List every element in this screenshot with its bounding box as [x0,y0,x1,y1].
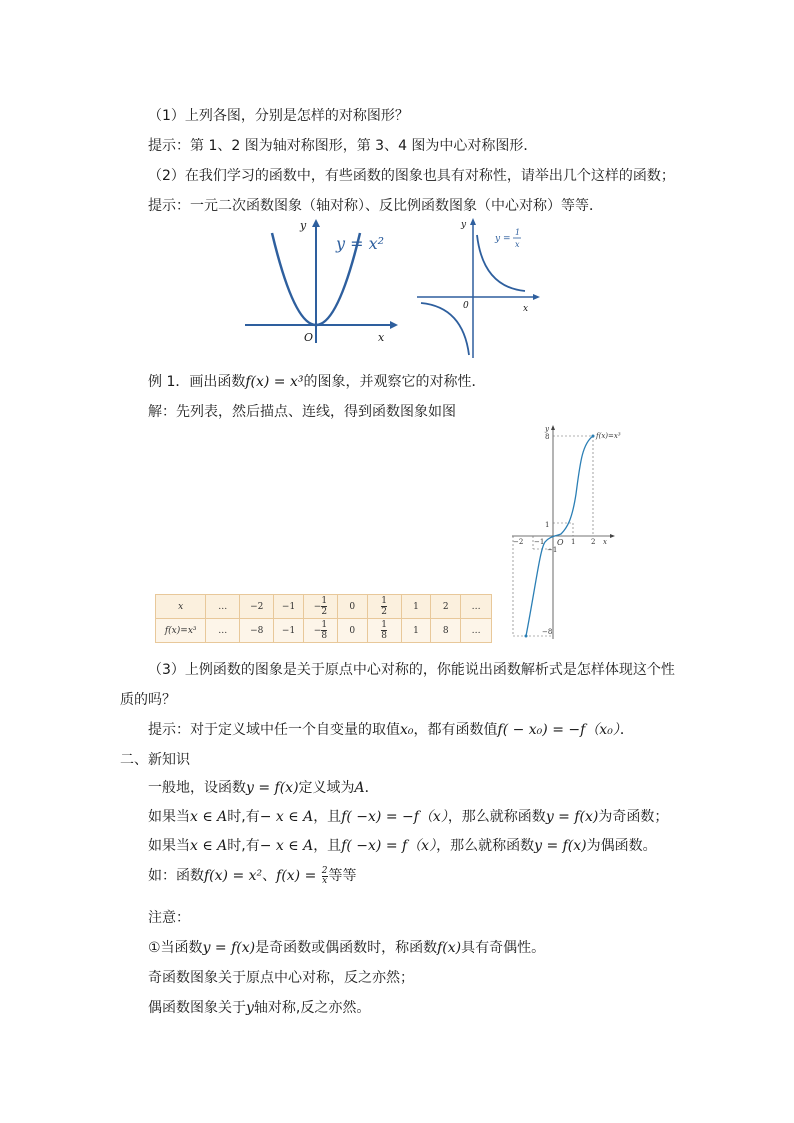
section-2-title: 二、新知识 [120,752,190,768]
table-cell: … [461,595,492,619]
solution-text: 解：先列表，然后描点、连线，得到函数图象如图 [148,404,456,420]
table-header-fx: f(x)=x³ [156,619,206,643]
hint-3-mid: ，都有函数值 [413,722,498,738]
note-1-fx: f(x) [437,940,462,956]
table-row [156,619,492,643]
table-cell-frac [303,595,337,619]
table-cell: … [206,619,240,643]
hint-1: 提示：第 1、2 图为轴对称图形，第 3、4 图为中心对称图形． [148,138,538,154]
fraction [321,596,327,617]
odd-definition [148,807,668,827]
note-1 [148,938,545,958]
fraction-den: 8 [381,631,387,641]
hyperbola-origin: 0 [463,301,469,311]
example-1-function: f(x) = x³ [245,374,304,390]
note-3-end: 轴对称,反之亦然。 [253,1000,371,1016]
fraction-den: 8 [321,631,328,641]
cubic-label: f(x)=x³ [596,432,621,440]
odd-prefix: 如果当 [148,809,190,825]
example-reciprocal-prefix: f(x) = [276,868,321,884]
fraction [381,620,387,641]
question-2: （2）在我们学习的函数中，有些函数的图象也具有对称性，请举出几个这样的函数； [148,168,675,184]
odd-x-in-a: x ∈ A [190,809,228,825]
hint-2: 提示：一元二次函数图象（轴对称）、反比例函数图象（中心对称）等等． [148,198,603,214]
example-1-prefix: 例 1．画出函数 [148,374,246,390]
even-prefix: 如果当 [148,838,190,854]
note-3 [148,998,370,1018]
parabola-label: y = x² [336,234,385,253]
hint-3-prefix: 提示：对于定义域中任一个自变量的取值 [148,722,400,738]
value-table [155,594,492,643]
examples-prefix: 如：函数 [148,868,204,884]
question-1: （1）上列各图，分别是怎样的对称图形？ [148,108,409,124]
hint-3-x0: x₀ [400,722,414,738]
definition-intro: 一般地，设函数y = f(x)定义域为A． [148,780,379,796]
minus-sign: − [313,602,322,612]
example-1 [148,372,486,392]
even-mid1: 时,有 [227,838,260,854]
odd-condition: f( −x) = −f（x） [341,809,448,825]
def-intro-function: y = f(x) [246,780,299,796]
table-cell: 1 [401,619,431,643]
table-cell-frac [367,595,401,619]
even-mid2: ，且 [313,838,342,854]
odd-function: y = f(x) [545,809,599,825]
table-cell: 1 [401,595,431,619]
even-condition: f( −x) = f（x） [341,838,437,854]
parabola-axis-y: y [300,219,307,232]
fraction-num: 2 [321,865,328,876]
table-cell-frac [303,619,337,643]
question-3-line1: （3）上例函数的图象是关于原点中心对称的，你能说出函数解析式是怎样体现这个性 [148,662,675,678]
table-cell: −8 [240,619,274,643]
note-1-mid: 是奇函数或偶函数时，称函数 [255,940,438,956]
note-1-prefix: ①当函数 [148,940,203,956]
def-intro-domain: A [354,780,365,796]
hint-3-end: ． [619,722,634,738]
note-1-end: 具有奇偶性。 [461,940,546,956]
cubic-origin: O [557,538,564,547]
hyperbola-label-den: x [515,240,520,249]
examples-sep: 、 [262,868,277,884]
cubic-tick-neg8: −8 [542,628,553,636]
table-cell: … [206,595,240,619]
hyperbola-graph [413,215,543,360]
table-cell: 2 [431,595,461,619]
hyperbola-label: y = [495,234,511,244]
even-x-in-a: x ∈ A [190,838,228,854]
note-2: 奇函数图象关于原点中心对称，反之亦然； [148,970,414,986]
cubic-graph [512,424,622,644]
fraction-num: 1 [381,620,387,630]
note-3-prefix: 偶函数图象关于 [148,1000,246,1016]
table-cell: 8 [431,619,461,643]
fraction [321,620,327,641]
examples-end: 等等 [328,868,357,884]
hyperbola-axis-y: y [461,220,467,230]
table-cell-frac [367,619,401,643]
hint-3-formula: f( − x₀) = −f（x₀） [497,722,620,738]
odd-neg-x-in-a: − x ∈ A [259,809,314,825]
fraction-num: 1 [381,596,387,606]
fraction-num: 1 [321,596,328,606]
parabola-axis-x: x [378,331,385,344]
cubic-axis-y: y [545,425,549,433]
even-end: 为偶函数。 [586,838,657,854]
cubic-tick-neg1: −1 [547,546,558,554]
note-3-y: y [246,1000,254,1016]
cubic-tick-8: 8 [545,433,550,441]
table-cell: 0 [337,619,367,643]
table-cell: −2 [240,595,274,619]
fraction-num: 1 [321,620,328,630]
note-title: 注意： [148,910,190,926]
hyperbola-axis-x: x [523,304,529,314]
odd-mid2: ，且 [313,809,342,825]
example-square: f(x) = x² [204,868,263,884]
question-3-line2: 质的吗？ [120,692,176,708]
fraction-den: 2 [321,607,328,617]
minus-sign: − [313,626,322,636]
cubic-tick-x-2: 2 [591,538,596,546]
table-cell: 0 [337,595,367,619]
def-intro-text2: 定义域为 [298,780,355,796]
odd-mid1: 时,有 [227,809,260,825]
cubic-tick-1: 1 [545,521,550,529]
table-cell: −1 [274,619,304,643]
fraction-den: x [322,875,328,886]
parabola-origin: O [304,331,314,344]
even-function: y = f(x) [534,838,587,854]
odd-mid3: ，那么就称函数 [447,809,546,825]
table-header-x: x [156,595,206,619]
hyperbola-label-num: 1 [515,228,521,237]
table-cell: −1 [274,595,304,619]
even-neg-x-in-a: − x ∈ A [259,838,314,854]
cubic-tick-x-neg1: −1 [534,538,545,546]
note-1-function: y = f(x) [202,940,256,956]
fraction-den: 2 [381,607,387,617]
table-row [156,595,492,619]
cubic-tick-x-1: 1 [571,538,576,546]
cubic-axis-x: x [603,538,607,546]
even-definition [148,836,657,856]
def-intro-text: 一般地，设函数 [148,780,246,796]
examples-line [148,866,357,886]
table-cell: … [461,619,492,643]
parabola-graph [240,215,400,345]
hint-3 [148,720,634,740]
fraction [381,596,387,617]
odd-end: 为奇函数； [598,809,669,825]
example-1-suffix: 的图象，并观察它的对称性． [303,374,486,390]
even-mid3: ，那么就称函数 [436,838,535,854]
example-reciprocal-fraction [322,867,328,886]
cubic-tick-x-neg2: −2 [513,538,524,546]
